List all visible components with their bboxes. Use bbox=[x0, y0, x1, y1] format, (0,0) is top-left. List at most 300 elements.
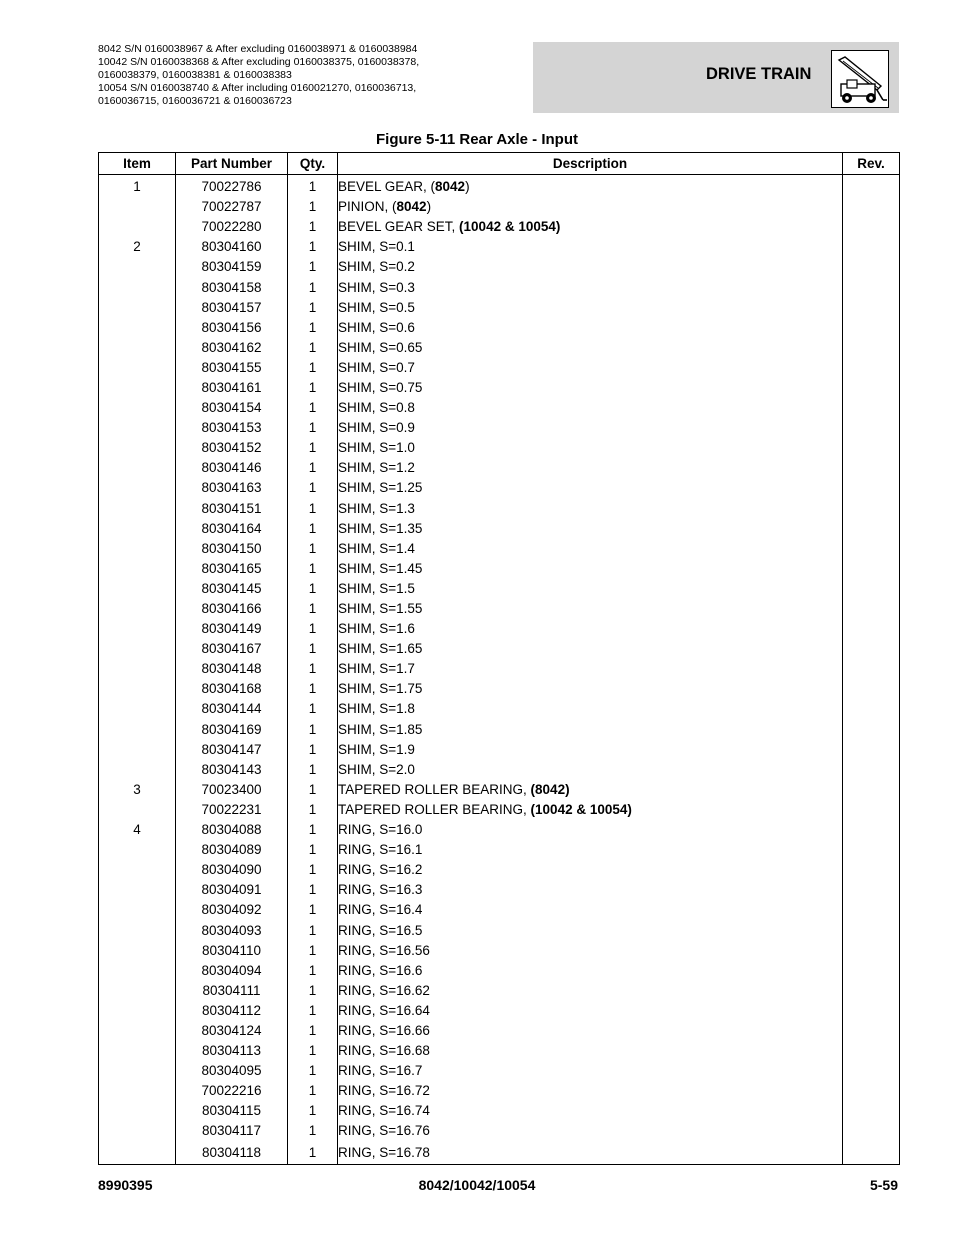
qty-cell: 1 bbox=[288, 920, 338, 940]
qty-cell: 1 bbox=[288, 217, 338, 237]
qty-cell: 1 bbox=[288, 860, 338, 880]
rev-cell bbox=[843, 941, 900, 961]
description-text: SHIM, S=1.45 bbox=[338, 560, 423, 576]
rev-cell bbox=[843, 679, 900, 699]
part-number-cell: 80304093 bbox=[176, 920, 288, 940]
part-number-cell: 80304147 bbox=[176, 740, 288, 760]
description-text: SHIM, S=2.0 bbox=[338, 761, 415, 777]
part-number-cell: 80304163 bbox=[176, 478, 288, 498]
description-text: SHIM, S=0.1 bbox=[338, 239, 415, 255]
qty-cell: 1 bbox=[288, 1001, 338, 1021]
description-cell bbox=[338, 740, 843, 760]
table-row bbox=[99, 720, 900, 740]
qty-cell: 1 bbox=[288, 358, 338, 378]
qty-cell: 1 bbox=[288, 619, 338, 639]
description-cell bbox=[338, 579, 843, 599]
part-number-cell: 70023400 bbox=[176, 780, 288, 800]
serial-line: 10054 S/N 0160038740 & After including 0160021270, 0160036713, bbox=[98, 82, 417, 94]
figure-title: Figure 5-11 Rear Axle - Input bbox=[376, 131, 578, 148]
item-cell bbox=[99, 499, 176, 519]
rev-cell bbox=[843, 840, 900, 860]
rev-cell bbox=[843, 237, 900, 257]
part-number-cell: 80304159 bbox=[176, 257, 288, 277]
table-row bbox=[99, 478, 900, 498]
description-text: SHIM, S=1.2 bbox=[338, 460, 415, 476]
description-tail: ) bbox=[426, 199, 432, 215]
description-cell bbox=[338, 699, 843, 719]
description-cell bbox=[338, 1142, 843, 1165]
description-cell bbox=[338, 1001, 843, 1021]
description-text: SHIM, S=1.6 bbox=[338, 621, 415, 637]
description-cell bbox=[338, 539, 843, 559]
qty-cell: 1 bbox=[288, 941, 338, 961]
qty-cell: 1 bbox=[288, 237, 338, 257]
column-header-part-number: Part Number bbox=[176, 153, 288, 175]
description-text: PINION, ( bbox=[338, 199, 397, 215]
rev-cell bbox=[843, 1041, 900, 1061]
rev-cell bbox=[843, 619, 900, 639]
description-cell bbox=[338, 519, 843, 539]
qty-cell: 1 bbox=[288, 880, 338, 900]
table-row bbox=[99, 418, 900, 438]
table-row bbox=[99, 519, 900, 539]
part-number-cell: 80304164 bbox=[176, 519, 288, 539]
item-cell: 2 bbox=[99, 237, 176, 257]
part-number-cell: 80304162 bbox=[176, 338, 288, 358]
description-text: RING, S=16.2 bbox=[338, 862, 423, 878]
part-number-cell: 80304091 bbox=[176, 880, 288, 900]
part-number-cell: 80304143 bbox=[176, 760, 288, 780]
qty-cell: 1 bbox=[288, 298, 338, 318]
qty-cell: 1 bbox=[288, 418, 338, 438]
rev-cell bbox=[843, 981, 900, 1001]
table-row bbox=[99, 880, 900, 900]
item-cell bbox=[99, 418, 176, 438]
table-row bbox=[99, 458, 900, 478]
rev-cell bbox=[843, 378, 900, 398]
description-cell bbox=[338, 298, 843, 318]
item-cell bbox=[99, 941, 176, 961]
item-cell bbox=[99, 318, 176, 338]
qty-cell: 1 bbox=[288, 760, 338, 780]
description-model-note: 8042 bbox=[435, 179, 466, 195]
description-cell bbox=[338, 1081, 843, 1101]
description-cell bbox=[338, 559, 843, 579]
rev-cell bbox=[843, 358, 900, 378]
rev-cell bbox=[843, 197, 900, 217]
rev-cell bbox=[843, 760, 900, 780]
description-cell bbox=[338, 175, 843, 198]
table-row bbox=[99, 298, 900, 318]
item-cell bbox=[99, 1121, 176, 1141]
item-cell bbox=[99, 579, 176, 599]
item-cell: 3 bbox=[99, 780, 176, 800]
description-text: SHIM, S=1.65 bbox=[338, 641, 423, 657]
qty-cell: 1 bbox=[288, 318, 338, 338]
description-text: SHIM, S=1.55 bbox=[338, 601, 423, 617]
qty-cell: 1 bbox=[288, 338, 338, 358]
description-text: RING, S=16.76 bbox=[338, 1123, 430, 1139]
item-cell bbox=[99, 539, 176, 559]
description-text: SHIM, S=0.6 bbox=[338, 319, 415, 335]
description-cell bbox=[338, 438, 843, 458]
column-header-description: Description bbox=[338, 153, 843, 175]
rev-cell bbox=[843, 659, 900, 679]
qty-cell: 1 bbox=[288, 720, 338, 740]
qty-cell: 1 bbox=[288, 1081, 338, 1101]
description-cell bbox=[338, 820, 843, 840]
qty-cell: 1 bbox=[288, 539, 338, 559]
table-row bbox=[99, 217, 900, 237]
description-text: BEVEL GEAR SET, bbox=[338, 219, 460, 235]
description-text: RING, S=16.4 bbox=[338, 902, 423, 918]
table-row bbox=[99, 1001, 900, 1021]
rev-cell bbox=[843, 217, 900, 237]
part-number-cell: 80304092 bbox=[176, 900, 288, 920]
description-text: SHIM, S=1.35 bbox=[338, 520, 423, 536]
table-header-row bbox=[99, 153, 900, 175]
qty-cell: 1 bbox=[288, 659, 338, 679]
part-number-cell: 80304154 bbox=[176, 398, 288, 418]
rev-cell bbox=[843, 720, 900, 740]
description-text: SHIM, S=1.3 bbox=[338, 500, 415, 516]
table-row bbox=[99, 659, 900, 679]
qty-cell: 1 bbox=[288, 398, 338, 418]
item-cell bbox=[99, 277, 176, 297]
description-cell bbox=[338, 478, 843, 498]
part-number-cell: 80304161 bbox=[176, 378, 288, 398]
table-row bbox=[99, 1061, 900, 1081]
item-cell bbox=[99, 659, 176, 679]
description-text: SHIM, S=1.9 bbox=[338, 741, 415, 757]
serial-number-block bbox=[98, 43, 518, 108]
table-row bbox=[99, 760, 900, 780]
item-cell bbox=[99, 900, 176, 920]
item-cell bbox=[99, 679, 176, 699]
description-text: SHIM, S=1.85 bbox=[338, 721, 423, 737]
qty-cell: 1 bbox=[288, 800, 338, 820]
item-cell bbox=[99, 398, 176, 418]
item-cell bbox=[99, 217, 176, 237]
description-cell bbox=[338, 257, 843, 277]
description-cell bbox=[338, 197, 843, 217]
description-cell bbox=[338, 237, 843, 257]
item-cell bbox=[99, 197, 176, 217]
table-row bbox=[99, 900, 900, 920]
description-model-note: (8042) bbox=[530, 781, 570, 797]
table-row bbox=[99, 499, 900, 519]
rev-cell bbox=[843, 699, 900, 719]
page-number: 5-59 bbox=[869, 1177, 898, 1193]
part-number-cell: 70022231 bbox=[176, 800, 288, 820]
description-text: RING, S=16.1 bbox=[338, 842, 423, 858]
rev-cell bbox=[843, 1061, 900, 1081]
item-cell bbox=[99, 981, 176, 1001]
table-row bbox=[99, 981, 900, 1001]
item-cell bbox=[99, 478, 176, 498]
parts-table bbox=[98, 152, 900, 1165]
qty-cell: 1 bbox=[288, 277, 338, 297]
item-cell bbox=[99, 599, 176, 619]
table-row bbox=[99, 398, 900, 418]
rev-cell bbox=[843, 175, 900, 198]
description-text: SHIM, S=0.3 bbox=[338, 279, 415, 295]
description-text: RING, S=16.78 bbox=[338, 1144, 430, 1160]
description-text: RING, S=16.74 bbox=[338, 1103, 430, 1119]
item-cell bbox=[99, 880, 176, 900]
description-text: RING, S=16.6 bbox=[338, 962, 423, 978]
item-cell bbox=[99, 1101, 176, 1121]
part-number-cell: 80304089 bbox=[176, 840, 288, 860]
description-cell bbox=[338, 780, 843, 800]
table-row bbox=[99, 619, 900, 639]
description-cell bbox=[338, 981, 843, 1001]
table-row bbox=[99, 1041, 900, 1061]
qty-cell: 1 bbox=[288, 579, 338, 599]
qty-cell: 1 bbox=[288, 378, 338, 398]
rev-cell bbox=[843, 961, 900, 981]
table-row bbox=[99, 378, 900, 398]
rev-cell bbox=[843, 639, 900, 659]
part-number-cell: 70022280 bbox=[176, 217, 288, 237]
qty-cell: 1 bbox=[288, 1021, 338, 1041]
rev-cell bbox=[843, 780, 900, 800]
table-row bbox=[99, 639, 900, 659]
part-number-cell: 80304156 bbox=[176, 318, 288, 338]
item-cell bbox=[99, 1041, 176, 1061]
description-cell bbox=[338, 720, 843, 740]
table-row bbox=[99, 338, 900, 358]
qty-cell: 1 bbox=[288, 961, 338, 981]
item-cell bbox=[99, 740, 176, 760]
rev-cell bbox=[843, 800, 900, 820]
rev-cell bbox=[843, 1101, 900, 1121]
qty-cell: 1 bbox=[288, 900, 338, 920]
rev-cell bbox=[843, 478, 900, 498]
description-cell bbox=[338, 398, 843, 418]
description-cell bbox=[338, 358, 843, 378]
qty-cell: 1 bbox=[288, 1041, 338, 1061]
description-cell bbox=[338, 338, 843, 358]
qty-cell: 1 bbox=[288, 458, 338, 478]
part-number-cell: 80304153 bbox=[176, 418, 288, 438]
table-row bbox=[99, 1121, 900, 1141]
table-row bbox=[99, 1101, 900, 1121]
description-model-note: (10042 & 10054) bbox=[459, 219, 561, 235]
description-text: SHIM, S=1.75 bbox=[338, 681, 423, 697]
qty-cell: 1 bbox=[288, 840, 338, 860]
table-row bbox=[99, 840, 900, 860]
parts-table-body bbox=[99, 175, 900, 1165]
rev-cell bbox=[843, 438, 900, 458]
rev-cell bbox=[843, 519, 900, 539]
rev-cell bbox=[843, 338, 900, 358]
table-row bbox=[99, 699, 900, 719]
part-number-cell: 80304151 bbox=[176, 499, 288, 519]
description-text: TAPERED ROLLER BEARING, bbox=[338, 781, 531, 797]
table-row bbox=[99, 277, 900, 297]
section-header bbox=[533, 42, 899, 113]
part-number-cell: 80304157 bbox=[176, 298, 288, 318]
part-number-cell: 80304165 bbox=[176, 559, 288, 579]
model-numbers: 8042/10042/10054 bbox=[418, 1177, 536, 1193]
item-cell bbox=[99, 257, 176, 277]
item-cell bbox=[99, 338, 176, 358]
part-number-cell: 80304117 bbox=[176, 1121, 288, 1141]
table-row bbox=[99, 599, 900, 619]
qty-cell: 1 bbox=[288, 559, 338, 579]
qty-cell: 1 bbox=[288, 197, 338, 217]
part-number-cell: 80304088 bbox=[176, 820, 288, 840]
item-cell: 1 bbox=[99, 175, 176, 198]
item-cell bbox=[99, 1001, 176, 1021]
table-row bbox=[99, 920, 900, 940]
description-text: BEVEL GEAR, ( bbox=[338, 179, 436, 195]
description-cell bbox=[338, 458, 843, 478]
table-row bbox=[99, 175, 900, 198]
table-row bbox=[99, 438, 900, 458]
description-text: SHIM, S=0.9 bbox=[338, 420, 415, 436]
table-row bbox=[99, 539, 900, 559]
description-cell bbox=[338, 840, 843, 860]
part-number-cell: 80304166 bbox=[176, 599, 288, 619]
part-number-cell: 80304167 bbox=[176, 639, 288, 659]
qty-cell: 1 bbox=[288, 699, 338, 719]
description-text: RING, S=16.7 bbox=[338, 1063, 423, 1079]
part-number-cell: 80304095 bbox=[176, 1061, 288, 1081]
rev-cell bbox=[843, 418, 900, 438]
qty-cell: 1 bbox=[288, 599, 338, 619]
description-cell bbox=[338, 418, 843, 438]
description-text: TAPERED ROLLER BEARING, bbox=[338, 801, 531, 817]
table-row bbox=[99, 197, 900, 217]
table-row bbox=[99, 961, 900, 981]
item-cell bbox=[99, 1061, 176, 1081]
item-cell: 4 bbox=[99, 820, 176, 840]
description-text: RING, S=16.66 bbox=[338, 1022, 430, 1038]
item-cell bbox=[99, 639, 176, 659]
table-row bbox=[99, 780, 900, 800]
item-cell bbox=[99, 1081, 176, 1101]
table-row bbox=[99, 1081, 900, 1101]
rev-cell bbox=[843, 579, 900, 599]
table-row bbox=[99, 318, 900, 338]
rev-cell bbox=[843, 920, 900, 940]
serial-line: 0160036715, 0160036721 & 0160036723 bbox=[98, 95, 292, 107]
rev-cell bbox=[843, 880, 900, 900]
item-cell bbox=[99, 358, 176, 378]
part-number-cell: 80304115 bbox=[176, 1101, 288, 1121]
description-cell bbox=[338, 1121, 843, 1141]
description-text: SHIM, S=0.65 bbox=[338, 339, 423, 355]
item-cell bbox=[99, 800, 176, 820]
qty-cell: 1 bbox=[288, 1101, 338, 1121]
part-number-cell: 80304144 bbox=[176, 699, 288, 719]
document-number: 8990395 bbox=[98, 1177, 153, 1193]
part-number-cell: 80304146 bbox=[176, 458, 288, 478]
description-text: SHIM, S=1.25 bbox=[338, 480, 423, 496]
rev-cell bbox=[843, 1121, 900, 1141]
description-text: RING, S=16.64 bbox=[338, 1002, 430, 1018]
part-number-cell: 80304145 bbox=[176, 579, 288, 599]
qty-cell: 1 bbox=[288, 981, 338, 1001]
description-text: SHIM, S=1.0 bbox=[338, 440, 415, 456]
item-cell bbox=[99, 860, 176, 880]
table-row bbox=[99, 257, 900, 277]
description-cell bbox=[338, 1041, 843, 1061]
rev-cell bbox=[843, 1021, 900, 1041]
qty-cell: 1 bbox=[288, 478, 338, 498]
rev-cell bbox=[843, 1081, 900, 1101]
item-cell bbox=[99, 840, 176, 860]
part-number-cell: 80304160 bbox=[176, 237, 288, 257]
part-number-cell: 80304158 bbox=[176, 277, 288, 297]
table-row bbox=[99, 800, 900, 820]
item-cell bbox=[99, 559, 176, 579]
part-number-cell: 80304112 bbox=[176, 1001, 288, 1021]
part-number-cell: 80304148 bbox=[176, 659, 288, 679]
description-text: RING, S=16.68 bbox=[338, 1043, 430, 1059]
part-number-cell: 80304149 bbox=[176, 619, 288, 639]
rev-cell bbox=[843, 458, 900, 478]
table-row bbox=[99, 860, 900, 880]
table-row bbox=[99, 358, 900, 378]
rev-cell bbox=[843, 599, 900, 619]
description-cell bbox=[338, 880, 843, 900]
part-number-cell: 70022786 bbox=[176, 175, 288, 198]
part-number-cell: 80304118 bbox=[176, 1142, 288, 1165]
description-cell bbox=[338, 941, 843, 961]
description-cell bbox=[338, 760, 843, 780]
description-text: SHIM, S=0.2 bbox=[338, 259, 415, 275]
telehandler-icon bbox=[831, 50, 889, 108]
qty-cell: 1 bbox=[288, 175, 338, 198]
description-cell bbox=[338, 860, 843, 880]
qty-cell: 1 bbox=[288, 820, 338, 840]
table-row bbox=[99, 941, 900, 961]
part-number-cell: 70022787 bbox=[176, 197, 288, 217]
item-cell bbox=[99, 720, 176, 740]
description-text: SHIM, S=1.5 bbox=[338, 580, 415, 596]
qty-cell: 1 bbox=[288, 257, 338, 277]
qty-cell: 1 bbox=[288, 499, 338, 519]
description-cell bbox=[338, 318, 843, 338]
rev-cell bbox=[843, 900, 900, 920]
serial-line: 8042 S/N 0160038967 & After excluding 0160038971 & 0160038984 bbox=[98, 43, 418, 55]
qty-cell: 1 bbox=[288, 1061, 338, 1081]
rev-cell bbox=[843, 860, 900, 880]
rev-cell bbox=[843, 277, 900, 297]
rev-cell bbox=[843, 318, 900, 338]
qty-cell: 1 bbox=[288, 780, 338, 800]
item-cell bbox=[99, 519, 176, 539]
description-text: RING, S=16.56 bbox=[338, 942, 430, 958]
rev-cell bbox=[843, 257, 900, 277]
item-cell bbox=[99, 961, 176, 981]
description-cell bbox=[338, 679, 843, 699]
rev-cell bbox=[843, 298, 900, 318]
table-row bbox=[99, 237, 900, 257]
description-model-note: 8042 bbox=[396, 199, 427, 215]
part-number-cell: 80304155 bbox=[176, 358, 288, 378]
description-cell bbox=[338, 599, 843, 619]
rev-cell bbox=[843, 559, 900, 579]
description-cell bbox=[338, 378, 843, 398]
item-cell bbox=[99, 438, 176, 458]
part-number-cell: 70022216 bbox=[176, 1081, 288, 1101]
description-cell bbox=[338, 900, 843, 920]
section-title: DRIVE TRAIN bbox=[706, 65, 812, 83]
